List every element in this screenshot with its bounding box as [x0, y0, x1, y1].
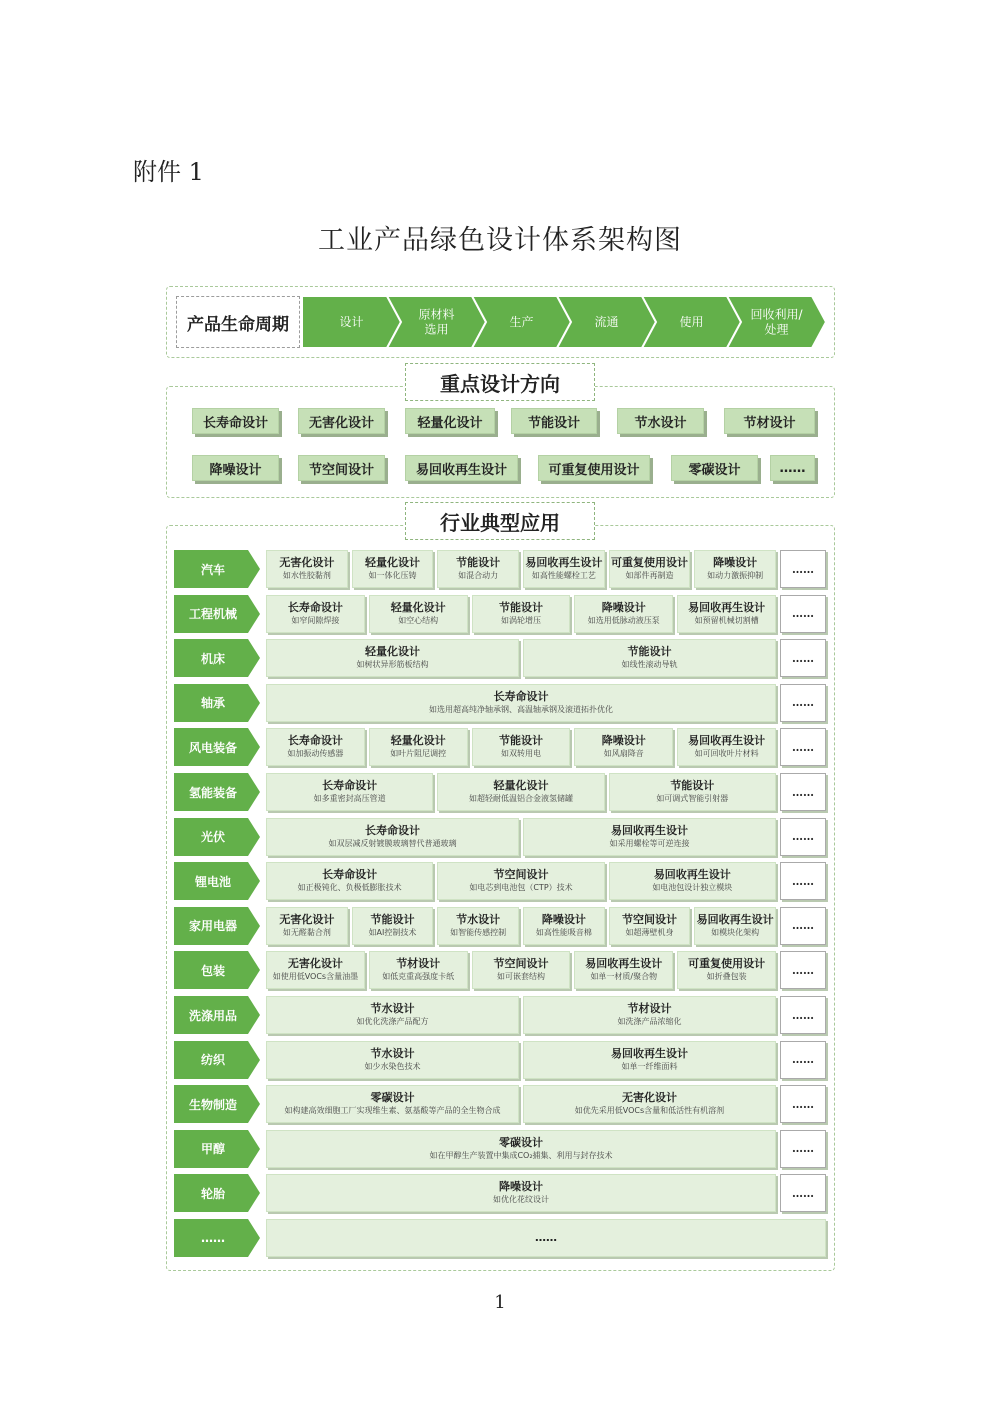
- lifecycle-label: 产品生命周期: [176, 296, 300, 348]
- application-design-type: 无害化设计: [622, 1091, 677, 1105]
- industry-name: 氢能装备: [188, 785, 237, 800]
- application-example: 如少水染色技术: [364, 1061, 421, 1071]
- application-design-type: 降噪设计: [601, 734, 646, 748]
- industry-label: [174, 1041, 260, 1079]
- application-cell: [609, 907, 691, 945]
- application-example: 如在甲醇生产装置中集成CO₂捕集、利用与封存技术: [429, 1150, 613, 1160]
- more-indicator: ……: [780, 1041, 826, 1079]
- application-cell: [369, 951, 468, 989]
- more-indicator: ……: [780, 550, 826, 588]
- more-indicator: ……: [780, 818, 826, 856]
- application-design-type: 易回收再生设计: [696, 912, 774, 926]
- industry-label: [174, 639, 260, 677]
- application-example: 如可嵌套结构: [496, 972, 545, 982]
- application-cell: [437, 550, 519, 588]
- application-example: 如无醛黏合剂: [282, 927, 331, 937]
- more-indicator: ……: [780, 1130, 826, 1168]
- application-example: 如可回收叶片材料: [694, 749, 759, 759]
- application-cell: [266, 907, 348, 945]
- application-design-type: 长寿命设计: [322, 779, 378, 792]
- industry-name: 光伏: [200, 830, 225, 845]
- application-example: 如加振动传感器: [287, 749, 344, 759]
- application-design-type: 无害化设计: [279, 556, 335, 569]
- application-example: 如选用低脉动液压泵: [587, 615, 660, 625]
- application-cell: [266, 595, 365, 633]
- application-cell: [523, 996, 776, 1034]
- more-indicator: ……: [780, 639, 826, 677]
- application-example: 如叶片阻尼调控: [390, 749, 447, 759]
- application-example: 如单一纤维面料: [621, 1061, 678, 1071]
- lifecycle-stage-label: 选用: [424, 322, 449, 337]
- industry-name: 轴承: [200, 696, 225, 711]
- application-example: 如单一材质/聚合物: [590, 972, 658, 982]
- application-cell: [352, 907, 434, 945]
- industry-name: ……: [201, 1231, 225, 1245]
- application-design-type: 节能设计: [456, 556, 501, 569]
- application-example: 如AI控制技术: [368, 927, 417, 937]
- application-cell: [266, 996, 519, 1034]
- industry-row: [174, 773, 826, 811]
- industry-label: [174, 595, 260, 633]
- industry-name: 轮胎: [200, 1186, 225, 1201]
- page-number: 1: [494, 1292, 506, 1313]
- application-example: 如窄间隙焊接: [291, 615, 340, 625]
- more-indicator: ……: [780, 728, 826, 766]
- industry-label: [174, 1130, 260, 1168]
- application-design-type: 易回收再生设计: [525, 556, 603, 569]
- application-example: 如构建高效细胞工厂实现维生素、氨基酸等产品的全生物合成: [284, 1106, 501, 1116]
- design-direction-item: 节材设计: [724, 408, 815, 434]
- application-cell: [523, 818, 776, 856]
- application-cell: [677, 951, 776, 989]
- application-example: 如模块化架构: [711, 927, 760, 937]
- application-cell: [609, 550, 691, 588]
- design-direction-item: 节能设计: [511, 408, 597, 434]
- industry-name: 甲醇: [200, 1142, 225, 1157]
- design-direction-item: 节水设计: [617, 408, 704, 434]
- design-direction-item: 零碳设计: [671, 455, 758, 481]
- application-design-type: 节水设计: [370, 1002, 415, 1015]
- design-direction-item: 易回收再生设计: [405, 455, 518, 481]
- application-example: 如可调式智能引射器: [656, 794, 729, 803]
- application-example: 如采用螺栓等可逆连接: [609, 838, 690, 848]
- lifecycle-stage: [727, 296, 826, 348]
- application-cell: [677, 595, 776, 633]
- application-cell: [523, 550, 605, 588]
- application-design-type: 节材设计: [627, 1002, 672, 1015]
- industry-row: [174, 1041, 826, 1079]
- industry-row: [174, 1130, 826, 1168]
- industry-label: [174, 1085, 260, 1123]
- industry-label: [174, 907, 260, 945]
- application-example: 如折叠包装: [706, 972, 747, 982]
- lifecycle-stage-label: 处理: [764, 322, 789, 337]
- industry-name: 汽车: [200, 562, 225, 577]
- application-cell: [574, 951, 673, 989]
- industry-row: [174, 1219, 826, 1257]
- application-cell: [266, 684, 776, 722]
- more-indicator: ……: [780, 1085, 826, 1123]
- application-cell: [266, 1041, 519, 1079]
- design-direction-item: 节空间设计: [298, 455, 385, 481]
- application-example: 如预留机械切割槽: [694, 615, 759, 625]
- industry-name: 纺织: [200, 1053, 225, 1068]
- application-cell: [523, 1041, 776, 1079]
- application-design-type: 轻量化设计: [365, 645, 420, 659]
- application-design-type: 易回收再生设计: [611, 823, 688, 837]
- application-cell: [472, 951, 571, 989]
- application-example: 如空心结构: [398, 615, 439, 625]
- application-example: 如高性能螺栓工艺: [531, 571, 596, 580]
- more-indicator: ……: [780, 684, 826, 722]
- application-design-type: 长寿命设计: [322, 868, 378, 882]
- design-direction-item: 长寿命设计: [192, 408, 279, 434]
- application-design-type: 长寿命设计: [287, 734, 343, 748]
- design-direction-item: 无害化设计: [298, 408, 385, 434]
- industry-label: [174, 862, 260, 900]
- more-indicator: ……: [780, 907, 826, 945]
- industry-row: [174, 684, 826, 722]
- application-design-type: 降噪设计: [601, 600, 646, 614]
- application-example: 如使用低VOCs含量油墨: [272, 972, 359, 982]
- application-example: 如部件再制造: [625, 571, 674, 580]
- application-design-type: 易回收再生设计: [653, 868, 731, 882]
- application-design-type: 节能设计: [627, 645, 672, 659]
- application-design-type: 易回收再生设计: [611, 1046, 688, 1060]
- application-cell: [609, 862, 776, 900]
- industry-label: [174, 728, 260, 766]
- industry-row: [174, 818, 826, 856]
- application-design-type: 降噪设计: [713, 556, 758, 569]
- attachment-label: 附件 1: [133, 158, 204, 186]
- application-example: 如优先采用低VOCs含量和低活性有机溶剂: [574, 1106, 725, 1116]
- application-cell: [694, 550, 776, 588]
- application-cell: [369, 728, 468, 766]
- application-design-type: 降噪设计: [541, 912, 586, 926]
- lifecycle-stage-label: 生产: [509, 315, 534, 329]
- application-example: 如选用超高纯净轴承钢、高温轴承钢及滚道拓扑优化: [429, 704, 613, 714]
- application-design-type: ……: [535, 1231, 557, 1244]
- application-design-type: 零碳设计: [370, 1091, 415, 1105]
- application-example: 如超轻耐低温铝合金液氢储罐: [468, 794, 573, 803]
- application-example: 如智能传感控制: [450, 927, 507, 937]
- application-cell: [266, 773, 433, 811]
- application-cell: [523, 639, 776, 677]
- application-design-type: 节空间设计: [493, 868, 549, 882]
- more-indicator: ……: [780, 1174, 826, 1212]
- application-design-type: 易回收再生设计: [688, 600, 766, 614]
- application-design-type: 轻量化设计: [390, 600, 446, 614]
- application-design-type: 长寿命设计: [493, 689, 549, 703]
- lifecycle-stage-label: 回收利用/: [750, 307, 803, 322]
- application-cell: [266, 728, 365, 766]
- application-example: 如电芯到电池包（CTP）技术: [469, 883, 573, 893]
- application-cell: [472, 595, 571, 633]
- design-direction-item: ……: [770, 455, 815, 481]
- industry-row: [174, 639, 826, 677]
- application-cell: [266, 951, 365, 989]
- application-cell: [266, 1130, 776, 1168]
- industry-row: [174, 996, 826, 1034]
- lifecycle-stage-label: 使用: [679, 315, 704, 329]
- application-design-type: 长寿命设计: [365, 823, 420, 837]
- application-cell: [523, 907, 605, 945]
- application-cell: [523, 1085, 776, 1123]
- industry-label: [174, 773, 260, 811]
- directions-title: 重点设计方向: [405, 363, 595, 401]
- application-design-type: 节能设计: [498, 734, 543, 748]
- application-design-type: 可重复使用设计: [610, 556, 688, 569]
- application-cell: [677, 728, 776, 766]
- application-cell: [266, 818, 519, 856]
- industry-label: [174, 818, 260, 856]
- industry-name: 家用电器: [188, 919, 237, 934]
- industry-name: 生物制造: [188, 1097, 237, 1112]
- application-example: 如电池包设计独立模块: [652, 883, 733, 893]
- application-example: 如水性胶黏剂: [282, 571, 331, 580]
- application-example: 如高性能吸音棉: [535, 927, 592, 937]
- application-design-type: 降噪设计: [499, 1180, 543, 1194]
- lifecycle-stage: [472, 296, 571, 348]
- application-design-type: 节水设计: [456, 912, 501, 926]
- application-design-type: 轻量化设计: [493, 779, 549, 792]
- application-cell: [437, 773, 604, 811]
- application-design-type: 节空间设计: [621, 912, 677, 926]
- directions-frame: [166, 386, 835, 498]
- industry-row: [174, 907, 826, 945]
- application-cell: [437, 862, 604, 900]
- more-indicator: ……: [780, 951, 826, 989]
- application-design-type: 无害化设计: [279, 912, 335, 926]
- design-direction-item: 可重复使用设计: [538, 455, 650, 481]
- industry-row: [174, 550, 826, 588]
- application-cell: [266, 1174, 776, 1212]
- application-cell: [266, 862, 433, 900]
- application-design-type: 无害化设计: [287, 957, 343, 971]
- application-example: 如优化洗涤产品配方: [356, 1017, 429, 1026]
- application-example: 如混合动力: [458, 571, 499, 580]
- application-example: 如优化花纹设计: [493, 1195, 549, 1205]
- application-example: 如双转用电: [500, 749, 541, 759]
- industry-name: 机床: [200, 651, 225, 666]
- industry-row: [174, 595, 826, 633]
- industry-name: 风电装备: [188, 740, 237, 755]
- industry-name: 洗涤用品: [188, 1008, 237, 1023]
- application-example: 如一体化压铸: [368, 571, 417, 580]
- industry-row: [174, 1174, 826, 1212]
- more-indicator: ……: [780, 862, 826, 900]
- industry-label: [174, 550, 260, 588]
- lifecycle-stage-label: 流通: [594, 315, 619, 329]
- application-design-type: 轻量化设计: [390, 734, 446, 748]
- diagram-title: 工业产品绿色设计体系架构图: [318, 225, 682, 256]
- lifecycle-stage-label: 原材料: [418, 307, 455, 322]
- lifecycle-stage: [642, 296, 741, 348]
- industry-label: [174, 951, 260, 989]
- application-design-type: 节能设计: [670, 779, 715, 792]
- industry-row: [174, 862, 826, 900]
- application-cell: [609, 773, 776, 811]
- more-indicator: ……: [780, 773, 826, 811]
- application-design-type: 可重复使用设计: [688, 957, 766, 971]
- industry-row: [174, 728, 826, 766]
- application-design-type: 易回收再生设计: [585, 957, 663, 971]
- application-design-type: 长寿命设计: [287, 600, 343, 614]
- application-design-type: 节空间设计: [493, 957, 549, 971]
- application-cell: [574, 728, 673, 766]
- application-cell: [472, 728, 571, 766]
- application-cell: [266, 1085, 519, 1123]
- application-example: 如线性滚动导轨: [621, 660, 678, 670]
- lifecycle-stage: [302, 296, 401, 348]
- application-example: 如正极钝化、负极低膨胀技术: [297, 883, 402, 893]
- application-example: 如多重密封高压管道: [313, 794, 386, 803]
- more-indicator: ……: [780, 996, 826, 1034]
- industry-label: [174, 996, 260, 1034]
- application-example: 如树状异形筋板结构: [356, 660, 429, 670]
- design-direction-item: 轻量化设计: [405, 408, 495, 434]
- application-cell: [437, 907, 519, 945]
- application-design-type: 节材设计: [396, 957, 441, 971]
- application-example: 如双层减反射镀膜玻璃替代普通玻璃: [328, 838, 457, 848]
- industry-label: [174, 1174, 260, 1212]
- industry-name: 包装: [200, 963, 225, 978]
- application-example: 如动力激振抑制: [707, 571, 764, 580]
- lifecycle-arrows: [302, 296, 826, 348]
- industries-title: 行业典型应用: [405, 502, 595, 540]
- application-cell: [266, 550, 348, 588]
- industry-name: 工程机械: [188, 607, 237, 622]
- industry-label: [174, 684, 260, 722]
- application-cell: [694, 907, 776, 945]
- application-cell: [574, 595, 673, 633]
- application-design-type: 轻量化设计: [364, 556, 420, 569]
- industry-row: [174, 1085, 826, 1123]
- lifecycle-stage: [387, 296, 486, 348]
- more-indicator: ……: [780, 595, 826, 633]
- application-cell: [369, 595, 468, 633]
- lifecycle-stage-label: 设计: [339, 315, 364, 329]
- industry-name: 锂电池: [194, 874, 231, 889]
- application-example: 如洗涤产品浓缩化: [617, 1017, 682, 1026]
- application-design-type: 易回收再生设计: [688, 734, 766, 748]
- application-cell: [266, 1219, 826, 1257]
- industry-label: [174, 1219, 260, 1257]
- application-design-type: 节水设计: [370, 1046, 415, 1060]
- design-direction-item: 降噪设计: [192, 455, 279, 481]
- application-example: 如风扇降音: [603, 749, 644, 759]
- application-cell: [352, 550, 434, 588]
- industry-row: [174, 951, 826, 989]
- application-cell: [266, 639, 519, 677]
- application-design-type: 零碳设计: [499, 1135, 543, 1149]
- application-example: 如涡轮增压: [500, 615, 541, 625]
- application-example: 如超薄壁机身: [625, 927, 674, 937]
- lifecycle-stage: [557, 296, 656, 348]
- application-design-type: 节能设计: [370, 912, 415, 926]
- application-example: 如低克重高强度卡纸: [382, 972, 455, 982]
- application-design-type: 节能设计: [498, 600, 543, 614]
